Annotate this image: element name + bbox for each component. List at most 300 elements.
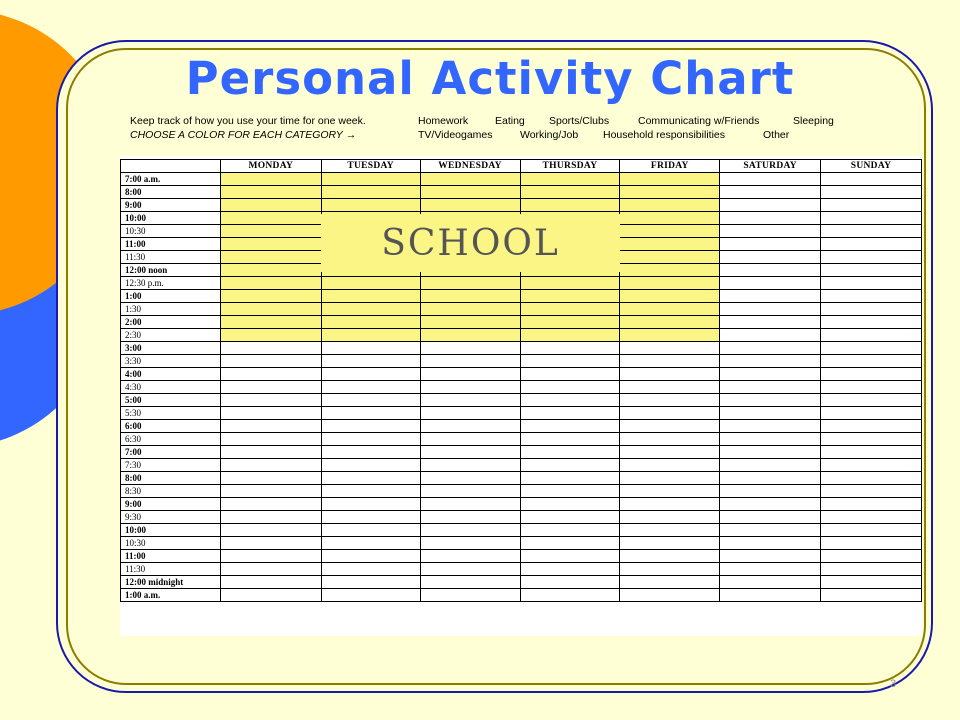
schedule-cell[interactable] bbox=[220, 485, 321, 498]
schedule-cell[interactable] bbox=[720, 381, 821, 394]
schedule-cell[interactable] bbox=[620, 238, 720, 251]
schedule-cell[interactable] bbox=[720, 342, 821, 355]
time-label: 1:00 a.m. bbox=[121, 589, 221, 602]
schedule-cell[interactable] bbox=[420, 381, 520, 394]
time-column-header bbox=[121, 160, 221, 173]
schedule-cell[interactable] bbox=[520, 498, 620, 511]
time-label: 10:30 bbox=[121, 537, 221, 550]
time-label: 3:30 bbox=[121, 355, 221, 368]
slide-title: Personal Activity Chart bbox=[185, 52, 795, 105]
schedule-cell[interactable] bbox=[720, 355, 821, 368]
schedule-cell[interactable] bbox=[620, 576, 720, 589]
schedule-cell[interactable] bbox=[520, 433, 620, 446]
category-other: Other bbox=[763, 129, 790, 141]
schedule-cell[interactable] bbox=[420, 355, 520, 368]
schedule-cell[interactable] bbox=[720, 225, 821, 238]
schedule-cell[interactable] bbox=[220, 186, 321, 199]
schedule-cell[interactable] bbox=[821, 563, 922, 576]
schedule-cell[interactable] bbox=[321, 511, 420, 524]
schedule-cell[interactable] bbox=[321, 381, 420, 394]
schedule-cell[interactable] bbox=[321, 290, 420, 303]
time-row bbox=[121, 537, 922, 550]
schedule-cell[interactable] bbox=[520, 485, 620, 498]
time-label: 3:00 bbox=[121, 342, 221, 355]
time-row bbox=[121, 342, 922, 355]
schedule-cell[interactable] bbox=[620, 186, 720, 199]
schedule-cell[interactable] bbox=[420, 537, 520, 550]
time-label: 12:30 p.m. bbox=[121, 277, 221, 290]
schedule-cell[interactable] bbox=[821, 329, 922, 342]
schedule-cell[interactable] bbox=[620, 446, 720, 459]
schedule-cell[interactable] bbox=[620, 199, 720, 212]
schedule-cell[interactable] bbox=[620, 225, 720, 238]
schedule-cell[interactable] bbox=[420, 589, 520, 602]
schedule-cell[interactable] bbox=[520, 368, 620, 381]
day-header-sunday: SUNDAY bbox=[821, 160, 922, 173]
schedule-cell[interactable] bbox=[620, 589, 720, 602]
schedule-cell[interactable] bbox=[220, 342, 321, 355]
schedule-cell[interactable] bbox=[620, 264, 720, 277]
time-label: 5:00 bbox=[121, 394, 221, 407]
time-row bbox=[121, 407, 922, 420]
category-homework: Homework bbox=[418, 115, 469, 127]
schedule-cell[interactable] bbox=[420, 368, 520, 381]
time-row bbox=[121, 433, 922, 446]
category-sleeping: Sleeping bbox=[793, 115, 834, 127]
schedule-cell[interactable] bbox=[220, 264, 321, 277]
time-label: 5:30 bbox=[121, 407, 221, 420]
time-label: 7:00 a.m. bbox=[121, 173, 221, 186]
schedule-cell[interactable] bbox=[520, 186, 620, 199]
schedule-cell[interactable] bbox=[620, 316, 720, 329]
schedule-cell[interactable] bbox=[821, 511, 922, 524]
schedule-cell[interactable] bbox=[620, 511, 720, 524]
time-label: 11:30 bbox=[121, 563, 221, 576]
schedule-cell[interactable] bbox=[620, 472, 720, 485]
schedule-cell[interactable] bbox=[821, 420, 922, 433]
schedule-cell[interactable] bbox=[720, 576, 821, 589]
schedule-cell[interactable] bbox=[720, 446, 821, 459]
schedule-cell[interactable] bbox=[720, 251, 821, 264]
time-label: 6:00 bbox=[121, 420, 221, 433]
schedule-cell[interactable] bbox=[220, 277, 321, 290]
schedule-cell[interactable] bbox=[420, 498, 520, 511]
schedule-cell[interactable] bbox=[321, 485, 420, 498]
school-block-label: SCHOOL bbox=[321, 214, 620, 272]
category-sports-clubs: Sports/Clubs bbox=[549, 115, 610, 127]
schedule-cell[interactable] bbox=[720, 264, 821, 277]
schedule-cell[interactable] bbox=[821, 485, 922, 498]
time-row bbox=[121, 199, 922, 212]
schedule-cell[interactable] bbox=[821, 251, 922, 264]
schedule-cell[interactable] bbox=[321, 433, 420, 446]
schedule-cell[interactable] bbox=[321, 394, 420, 407]
schedule-cell[interactable] bbox=[220, 550, 321, 563]
schedule-cell[interactable] bbox=[520, 394, 620, 407]
schedule-cell[interactable] bbox=[220, 407, 321, 420]
schedule-cell[interactable] bbox=[420, 316, 520, 329]
schedule-cell[interactable] bbox=[420, 303, 520, 316]
schedule-cell[interactable] bbox=[220, 420, 321, 433]
schedule-cell[interactable] bbox=[321, 329, 420, 342]
schedule-cell[interactable] bbox=[620, 290, 720, 303]
time-row bbox=[121, 173, 922, 186]
schedule-cell[interactable] bbox=[720, 407, 821, 420]
time-label: 1:30 bbox=[121, 303, 221, 316]
schedule-cell[interactable] bbox=[821, 316, 922, 329]
schedule-cell[interactable] bbox=[620, 381, 720, 394]
schedule-cell[interactable] bbox=[520, 576, 620, 589]
time-label: 2:00 bbox=[121, 316, 221, 329]
schedule-cell[interactable] bbox=[321, 303, 420, 316]
schedule-cell[interactable] bbox=[720, 212, 821, 225]
schedule-cell[interactable] bbox=[420, 511, 520, 524]
schedule-cell[interactable] bbox=[420, 277, 520, 290]
schedule-cell[interactable] bbox=[220, 446, 321, 459]
schedule-cell[interactable] bbox=[420, 472, 520, 485]
page-number: 3 bbox=[890, 678, 897, 690]
time-row bbox=[121, 589, 922, 602]
category-communicating: Communicating w/Friends bbox=[638, 115, 760, 127]
time-row bbox=[121, 186, 922, 199]
time-row bbox=[121, 472, 922, 485]
schedule-cell[interactable] bbox=[620, 485, 720, 498]
time-row bbox=[121, 368, 922, 381]
schedule-cell[interactable] bbox=[520, 550, 620, 563]
schedule-cell[interactable] bbox=[220, 524, 321, 537]
schedule-cell[interactable] bbox=[520, 199, 620, 212]
schedule-cell[interactable] bbox=[321, 524, 420, 537]
schedule-cell[interactable] bbox=[720, 277, 821, 290]
schedule-cell[interactable] bbox=[321, 407, 420, 420]
schedule-cell[interactable] bbox=[520, 303, 620, 316]
schedule-cell[interactable] bbox=[321, 420, 420, 433]
schedule-cell[interactable] bbox=[321, 186, 420, 199]
category-household: Household responsibilities bbox=[603, 129, 725, 141]
schedule-cell[interactable] bbox=[821, 303, 922, 316]
schedule-cell[interactable] bbox=[520, 407, 620, 420]
category-working-job: Working/Job bbox=[520, 129, 579, 141]
schedule-cell[interactable] bbox=[520, 355, 620, 368]
schedule-cell[interactable] bbox=[520, 472, 620, 485]
schedule-cell[interactable] bbox=[620, 459, 720, 472]
schedule-cell[interactable] bbox=[420, 576, 520, 589]
schedule-cell[interactable] bbox=[620, 355, 720, 368]
schedule-cell[interactable] bbox=[220, 459, 321, 472]
schedule-cell[interactable] bbox=[420, 420, 520, 433]
schedule-cell[interactable] bbox=[720, 329, 821, 342]
schedule-cell[interactable] bbox=[620, 303, 720, 316]
schedule-cell[interactable] bbox=[720, 589, 821, 602]
schedule-cell[interactable] bbox=[620, 173, 720, 186]
schedule-cell[interactable] bbox=[420, 433, 520, 446]
time-row bbox=[121, 459, 922, 472]
schedule-cell[interactable] bbox=[520, 277, 620, 290]
schedule-cell[interactable] bbox=[420, 550, 520, 563]
schedule-cell[interactable] bbox=[620, 563, 720, 576]
time-label: 11:30 bbox=[121, 251, 221, 264]
schedule-cell[interactable] bbox=[720, 459, 821, 472]
time-label: 9:30 bbox=[121, 511, 221, 524]
schedule-cell[interactable] bbox=[321, 563, 420, 576]
time-row bbox=[121, 355, 922, 368]
schedule-cell[interactable] bbox=[321, 446, 420, 459]
schedule-cell[interactable] bbox=[620, 394, 720, 407]
schedule-cell[interactable] bbox=[321, 368, 420, 381]
schedule-cell[interactable] bbox=[821, 576, 922, 589]
schedule-cell[interactable] bbox=[821, 381, 922, 394]
schedule-cell[interactable] bbox=[520, 524, 620, 537]
schedule-cell[interactable] bbox=[220, 199, 321, 212]
schedule-cell[interactable] bbox=[620, 251, 720, 264]
schedule-cell[interactable] bbox=[420, 186, 520, 199]
category-eating: Eating bbox=[495, 115, 525, 127]
time-row bbox=[121, 394, 922, 407]
time-row bbox=[121, 420, 922, 433]
schedule-cell[interactable] bbox=[420, 446, 520, 459]
schedule-cell[interactable] bbox=[720, 303, 821, 316]
schedule-cell[interactable] bbox=[821, 199, 922, 212]
time-row bbox=[121, 316, 922, 329]
instruction-line-2 bbox=[130, 129, 356, 141]
time-row bbox=[121, 290, 922, 303]
schedule-cell[interactable] bbox=[420, 485, 520, 498]
instruction-line-2-text: CHOOSE A COLOR FOR EACH CATEGORY bbox=[130, 129, 343, 141]
day-header-friday: FRIDAY bbox=[620, 160, 720, 173]
schedule-cell[interactable] bbox=[821, 407, 922, 420]
activity-sheet bbox=[120, 156, 922, 636]
schedule-cell[interactable] bbox=[720, 433, 821, 446]
schedule-cell[interactable] bbox=[720, 238, 821, 251]
schedule-cell[interactable] bbox=[821, 342, 922, 355]
schedule-cell[interactable] bbox=[620, 420, 720, 433]
time-label: 8:00 bbox=[121, 472, 221, 485]
time-label: 10:00 bbox=[121, 212, 221, 225]
schedule-cell[interactable] bbox=[420, 173, 520, 186]
schedule-cell[interactable] bbox=[220, 251, 321, 264]
schedule-cell[interactable] bbox=[620, 407, 720, 420]
time-label: 9:00 bbox=[121, 498, 221, 511]
schedule-cell[interactable] bbox=[821, 238, 922, 251]
schedule-cell[interactable] bbox=[620, 212, 720, 225]
schedule-cell[interactable] bbox=[520, 511, 620, 524]
schedule-cell[interactable] bbox=[520, 381, 620, 394]
schedule-cell[interactable] bbox=[821, 394, 922, 407]
schedule-cell[interactable] bbox=[720, 511, 821, 524]
schedule-cell[interactable] bbox=[220, 498, 321, 511]
schedule-cell[interactable] bbox=[220, 303, 321, 316]
schedule-cell[interactable] bbox=[620, 329, 720, 342]
schedule-cell[interactable] bbox=[220, 433, 321, 446]
schedule-cell[interactable] bbox=[220, 472, 321, 485]
schedule-cell[interactable] bbox=[720, 524, 821, 537]
schedule-cell[interactable] bbox=[420, 407, 520, 420]
time-label: 7:00 bbox=[121, 446, 221, 459]
day-header-monday: MONDAY bbox=[220, 160, 321, 173]
schedule-cell[interactable] bbox=[420, 199, 520, 212]
time-label: 4:30 bbox=[121, 381, 221, 394]
schedule-cell[interactable] bbox=[321, 199, 420, 212]
schedule-cell[interactable] bbox=[821, 225, 922, 238]
schedule-cell[interactable] bbox=[321, 316, 420, 329]
schedule-cell[interactable] bbox=[720, 498, 821, 511]
schedule-cell[interactable] bbox=[821, 550, 922, 563]
time-row bbox=[121, 550, 922, 563]
header-row bbox=[121, 160, 922, 173]
schedule-cell[interactable] bbox=[321, 550, 420, 563]
schedule-cell[interactable] bbox=[720, 199, 821, 212]
schedule-cell[interactable] bbox=[720, 563, 821, 576]
instruction-line-1: Keep track of how you use your time for one week. bbox=[130, 115, 366, 127]
schedule-cell[interactable] bbox=[520, 589, 620, 602]
schedule-cell[interactable] bbox=[821, 433, 922, 446]
schedule-cell[interactable] bbox=[220, 329, 321, 342]
schedule-cell[interactable] bbox=[821, 277, 922, 290]
schedule-cell[interactable] bbox=[321, 498, 420, 511]
schedule-cell[interactable] bbox=[821, 186, 922, 199]
time-label: 7:30 bbox=[121, 459, 221, 472]
schedule-cell[interactable] bbox=[821, 524, 922, 537]
schedule-cell[interactable] bbox=[620, 433, 720, 446]
schedule-cell[interactable] bbox=[720, 290, 821, 303]
schedule-cell[interactable] bbox=[220, 368, 321, 381]
schedule-cell[interactable] bbox=[720, 420, 821, 433]
schedule-cell[interactable] bbox=[420, 524, 520, 537]
schedule-cell[interactable] bbox=[420, 563, 520, 576]
schedule-cell[interactable] bbox=[321, 576, 420, 589]
schedule-cell[interactable] bbox=[220, 238, 321, 251]
schedule-cell[interactable] bbox=[321, 589, 420, 602]
schedule-cell[interactable] bbox=[720, 316, 821, 329]
schedule-cell[interactable] bbox=[821, 537, 922, 550]
schedule-cell[interactable] bbox=[620, 277, 720, 290]
schedule-cell[interactable] bbox=[620, 537, 720, 550]
time-label: 10:30 bbox=[121, 225, 221, 238]
time-label: 4:00 bbox=[121, 368, 221, 381]
time-label: 12:00 noon bbox=[121, 264, 221, 277]
schedule-cell[interactable] bbox=[720, 472, 821, 485]
schedule-cell[interactable] bbox=[520, 563, 620, 576]
schedule-cell[interactable] bbox=[220, 576, 321, 589]
schedule-cell[interactable] bbox=[420, 290, 520, 303]
schedule-cell[interactable] bbox=[821, 459, 922, 472]
category-tv-videogames: TV/Videogames bbox=[418, 129, 493, 141]
schedule-cell[interactable] bbox=[821, 498, 922, 511]
schedule-cell[interactable] bbox=[520, 446, 620, 459]
time-row bbox=[121, 446, 922, 459]
schedule-cell[interactable] bbox=[220, 290, 321, 303]
schedule-cell[interactable] bbox=[520, 290, 620, 303]
schedule-cell[interactable] bbox=[620, 524, 720, 537]
schedule-cell[interactable] bbox=[321, 472, 420, 485]
schedule-cell[interactable] bbox=[821, 173, 922, 186]
schedule-cell[interactable] bbox=[821, 264, 922, 277]
time-row bbox=[121, 485, 922, 498]
time-label: 11:00 bbox=[121, 238, 221, 251]
time-row bbox=[121, 381, 922, 394]
time-row bbox=[121, 277, 922, 290]
schedule-cell[interactable] bbox=[420, 394, 520, 407]
time-row bbox=[121, 563, 922, 576]
schedule-cell[interactable] bbox=[720, 173, 821, 186]
schedule-cell[interactable] bbox=[520, 316, 620, 329]
schedule-cell[interactable] bbox=[720, 550, 821, 563]
schedule-cell[interactable] bbox=[321, 277, 420, 290]
schedule-cell[interactable] bbox=[420, 342, 520, 355]
schedule-cell[interactable] bbox=[321, 342, 420, 355]
schedule-cell[interactable] bbox=[720, 394, 821, 407]
schedule-cell[interactable] bbox=[821, 355, 922, 368]
day-header-thursday: THURSDAY bbox=[520, 160, 620, 173]
schedule-cell[interactable] bbox=[821, 368, 922, 381]
time-label: 12:00 midnight bbox=[121, 576, 221, 589]
schedule-cell[interactable] bbox=[321, 459, 420, 472]
schedule-cell[interactable] bbox=[520, 342, 620, 355]
schedule-cell[interactable] bbox=[220, 355, 321, 368]
schedule-cell[interactable] bbox=[620, 342, 720, 355]
schedule-cell[interactable] bbox=[720, 485, 821, 498]
time-row bbox=[121, 511, 922, 524]
schedule-cell[interactable] bbox=[220, 381, 321, 394]
time-label: 9:00 bbox=[121, 199, 221, 212]
day-header-saturday: SATURDAY bbox=[720, 160, 821, 173]
schedule-cell[interactable] bbox=[220, 537, 321, 550]
schedule-cell[interactable] bbox=[321, 355, 420, 368]
time-label: 10:00 bbox=[121, 524, 221, 537]
schedule-cell[interactable] bbox=[220, 173, 321, 186]
schedule-cell[interactable] bbox=[620, 550, 720, 563]
schedule-cell[interactable] bbox=[220, 212, 321, 225]
schedule-cell[interactable] bbox=[821, 472, 922, 485]
schedule-cell[interactable] bbox=[720, 368, 821, 381]
time-row bbox=[121, 576, 922, 589]
schedule-cell[interactable] bbox=[821, 290, 922, 303]
time-label: 6:30 bbox=[121, 433, 221, 446]
schedule-cell[interactable] bbox=[321, 537, 420, 550]
schedule-cell[interactable] bbox=[420, 329, 520, 342]
schedule-cell[interactable] bbox=[620, 368, 720, 381]
time-row bbox=[121, 524, 922, 537]
schedule-cell[interactable] bbox=[520, 537, 620, 550]
schedule-cell[interactable] bbox=[821, 212, 922, 225]
schedule-cell[interactable] bbox=[321, 173, 420, 186]
schedule-cell[interactable] bbox=[220, 589, 321, 602]
time-label: 1:00 bbox=[121, 290, 221, 303]
schedule-cell[interactable] bbox=[520, 329, 620, 342]
schedule-cell[interactable] bbox=[220, 563, 321, 576]
schedule-cell[interactable] bbox=[220, 511, 321, 524]
schedule-cell[interactable] bbox=[821, 589, 922, 602]
schedule-cell[interactable] bbox=[720, 537, 821, 550]
schedule-cell[interactable] bbox=[520, 420, 620, 433]
time-label: 8:30 bbox=[121, 485, 221, 498]
time-row bbox=[121, 498, 922, 511]
day-header-tuesday: TUESDAY bbox=[321, 160, 420, 173]
time-label: 8:00 bbox=[121, 186, 221, 199]
schedule-cell[interactable] bbox=[220, 316, 321, 329]
schedule-cell[interactable] bbox=[720, 186, 821, 199]
schedule-cell[interactable] bbox=[520, 173, 620, 186]
schedule-cell[interactable] bbox=[821, 446, 922, 459]
day-header-wednesday: WEDNESDAY bbox=[420, 160, 520, 173]
schedule-cell[interactable] bbox=[220, 394, 321, 407]
time-label: 11:00 bbox=[121, 550, 221, 563]
schedule-cell[interactable] bbox=[220, 225, 321, 238]
schedule-cell[interactable] bbox=[620, 498, 720, 511]
schedule-cell[interactable] bbox=[420, 459, 520, 472]
time-label: 2:30 bbox=[121, 329, 221, 342]
schedule-cell[interactable] bbox=[520, 459, 620, 472]
